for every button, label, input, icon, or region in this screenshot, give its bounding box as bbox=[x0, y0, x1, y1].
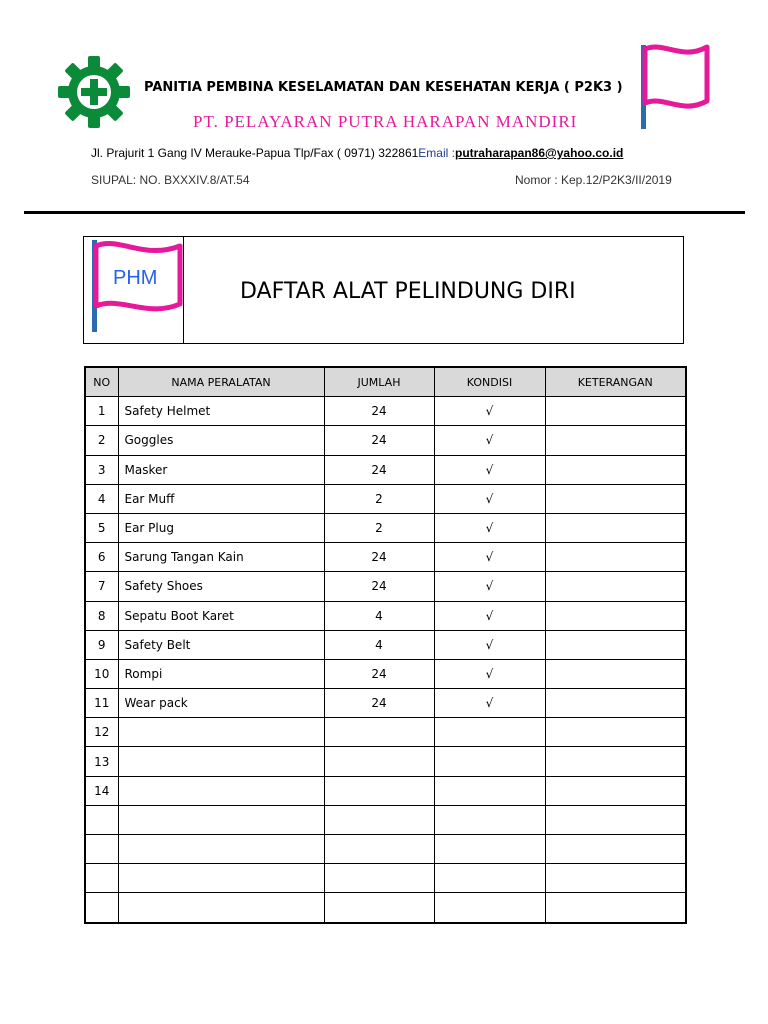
cell-kondisi: √ bbox=[434, 484, 545, 513]
col-header-keterangan: KETERANGAN bbox=[545, 367, 686, 397]
cell-kondisi: √ bbox=[434, 543, 545, 572]
table-row bbox=[85, 397, 686, 426]
table-row bbox=[85, 484, 686, 513]
cell-jumlah: 2 bbox=[324, 513, 434, 542]
table-row bbox=[85, 630, 686, 659]
magenta-flag-icon bbox=[637, 43, 713, 131]
cell-no: 5 bbox=[85, 513, 118, 542]
table-row bbox=[85, 543, 686, 572]
cell-nama bbox=[118, 747, 324, 776]
cell-jumlah bbox=[324, 805, 434, 834]
cell-kondisi bbox=[434, 718, 545, 747]
cell-no: 3 bbox=[85, 455, 118, 484]
org-title: PANITIA PEMBINA KESELAMATAN DAN KESEHATAN KERJA ( P2K3 ) bbox=[144, 80, 623, 95]
cell-nama: Ear Muff bbox=[118, 484, 324, 513]
cell-no: 14 bbox=[85, 776, 118, 805]
cell-no bbox=[85, 864, 118, 893]
cell-jumlah: 24 bbox=[324, 572, 434, 601]
table-row bbox=[85, 805, 686, 834]
table-row bbox=[85, 893, 686, 923]
col-header-kondisi: KONDISI bbox=[434, 367, 545, 397]
cell-keterangan bbox=[545, 397, 686, 426]
cell-no: 4 bbox=[85, 484, 118, 513]
cell-keterangan bbox=[545, 864, 686, 893]
cell-nama: Wear pack bbox=[118, 689, 324, 718]
table-row bbox=[85, 718, 686, 747]
table-header-row bbox=[85, 367, 686, 397]
cell-keterangan bbox=[545, 747, 686, 776]
cell-jumlah bbox=[324, 776, 434, 805]
address-text: Jl. Prajurit 1 Gang IV Merauke-Papua Tlp/Fax ( 0971) 322861 bbox=[91, 146, 419, 160]
document-number: Nomor : Kep.12/P2K3/II/2019 bbox=[515, 173, 672, 187]
cell-jumlah: 24 bbox=[324, 426, 434, 455]
cell-no: 9 bbox=[85, 630, 118, 659]
cell-nama: Sarung Tangan Kain bbox=[118, 543, 324, 572]
cell-nama bbox=[118, 718, 324, 747]
cell-kondisi: √ bbox=[434, 397, 545, 426]
table-row bbox=[85, 747, 686, 776]
cell-jumlah: 24 bbox=[324, 455, 434, 484]
cell-keterangan bbox=[545, 513, 686, 542]
cell-no: 1 bbox=[85, 397, 118, 426]
header-divider bbox=[24, 211, 745, 214]
equipment-table bbox=[84, 366, 687, 924]
cell-no: 7 bbox=[85, 572, 118, 601]
cell-kondisi: √ bbox=[434, 689, 545, 718]
email-label: Email : bbox=[418, 146, 455, 160]
cell-kondisi bbox=[434, 835, 545, 864]
cell-kondisi: √ bbox=[434, 572, 545, 601]
phm-label: PHM bbox=[113, 267, 158, 289]
cell-kondisi bbox=[434, 776, 545, 805]
cell-jumlah: 24 bbox=[324, 659, 434, 688]
table-row bbox=[85, 835, 686, 864]
table-row bbox=[85, 776, 686, 805]
col-header-nama: NAMA PERALATAN bbox=[118, 367, 324, 397]
cell-no: 2 bbox=[85, 426, 118, 455]
phm-flag-icon bbox=[87, 238, 183, 334]
cell-jumlah: 24 bbox=[324, 397, 434, 426]
cell-keterangan bbox=[545, 426, 686, 455]
cell-nama: Safety Helmet bbox=[118, 397, 324, 426]
cell-no bbox=[85, 893, 118, 923]
cell-keterangan bbox=[545, 455, 686, 484]
table-row bbox=[85, 689, 686, 718]
green-gear-cross-icon bbox=[57, 55, 131, 129]
cell-keterangan bbox=[545, 835, 686, 864]
col-header-jumlah: JUMLAH bbox=[324, 367, 434, 397]
table-row bbox=[85, 864, 686, 893]
cell-no: 10 bbox=[85, 659, 118, 688]
cell-keterangan bbox=[545, 893, 686, 923]
cell-nama: Sepatu Boot Karet bbox=[118, 601, 324, 630]
cell-keterangan bbox=[545, 659, 686, 688]
cell-keterangan bbox=[545, 484, 686, 513]
cell-kondisi: √ bbox=[434, 630, 545, 659]
cell-jumlah: 4 bbox=[324, 630, 434, 659]
cell-keterangan bbox=[545, 718, 686, 747]
cell-nama: Ear Plug bbox=[118, 513, 324, 542]
cell-kondisi bbox=[434, 805, 545, 834]
company-name: PT. PELAYARAN PUTRA HARAPAN MANDIRI bbox=[193, 112, 578, 131]
cell-kondisi: √ bbox=[434, 513, 545, 542]
cell-kondisi bbox=[434, 747, 545, 776]
cell-nama bbox=[118, 835, 324, 864]
cell-nama: Goggles bbox=[118, 426, 324, 455]
cell-nama: Safety Shoes bbox=[118, 572, 324, 601]
table-row bbox=[85, 572, 686, 601]
cell-no bbox=[85, 805, 118, 834]
cell-nama bbox=[118, 805, 324, 834]
table-row bbox=[85, 659, 686, 688]
table-row bbox=[85, 426, 686, 455]
cell-jumlah: 24 bbox=[324, 689, 434, 718]
cell-jumlah bbox=[324, 835, 434, 864]
table-row bbox=[85, 513, 686, 542]
cell-no: 11 bbox=[85, 689, 118, 718]
address-line bbox=[91, 146, 623, 160]
cell-jumlah bbox=[324, 893, 434, 923]
cell-nama: Safety Belt bbox=[118, 630, 324, 659]
cell-jumlah: 4 bbox=[324, 601, 434, 630]
cell-nama: Rompi bbox=[118, 659, 324, 688]
cell-kondisi bbox=[434, 864, 545, 893]
cell-kondisi: √ bbox=[434, 601, 545, 630]
cell-no: 6 bbox=[85, 543, 118, 572]
cell-kondisi: √ bbox=[434, 426, 545, 455]
col-header-no: NO bbox=[85, 367, 118, 397]
cell-keterangan bbox=[545, 601, 686, 630]
cell-no: 13 bbox=[85, 747, 118, 776]
cell-kondisi bbox=[434, 893, 545, 923]
cell-keterangan bbox=[545, 630, 686, 659]
cell-kondisi: √ bbox=[434, 455, 545, 484]
cell-keterangan bbox=[545, 572, 686, 601]
email-link[interactable]: putraharapan86@yahoo.co.id bbox=[454, 146, 624, 160]
document-title: DAFTAR ALAT PELINDUNG DIRI bbox=[240, 279, 576, 304]
cell-no bbox=[85, 835, 118, 864]
title-box bbox=[83, 236, 684, 344]
cell-keterangan bbox=[545, 805, 686, 834]
cell-jumlah bbox=[324, 718, 434, 747]
title-divider bbox=[183, 237, 184, 343]
cell-jumlah: 2 bbox=[324, 484, 434, 513]
cell-nama bbox=[118, 776, 324, 805]
cell-no: 12 bbox=[85, 718, 118, 747]
table-row bbox=[85, 601, 686, 630]
cell-jumlah bbox=[324, 747, 434, 776]
cell-nama bbox=[118, 893, 324, 923]
cell-jumlah bbox=[324, 864, 434, 893]
cell-keterangan bbox=[545, 543, 686, 572]
siupal-number: SIUPAL: NO. BXXXIV.8/AT.54 bbox=[91, 173, 250, 187]
cell-nama: Masker bbox=[118, 455, 324, 484]
table-body bbox=[85, 397, 686, 923]
table-row bbox=[85, 455, 686, 484]
cell-keterangan bbox=[545, 776, 686, 805]
cell-jumlah: 24 bbox=[324, 543, 434, 572]
cell-nama bbox=[118, 864, 324, 893]
cell-kondisi: √ bbox=[434, 659, 545, 688]
cell-keterangan bbox=[545, 689, 686, 718]
cell-no: 8 bbox=[85, 601, 118, 630]
